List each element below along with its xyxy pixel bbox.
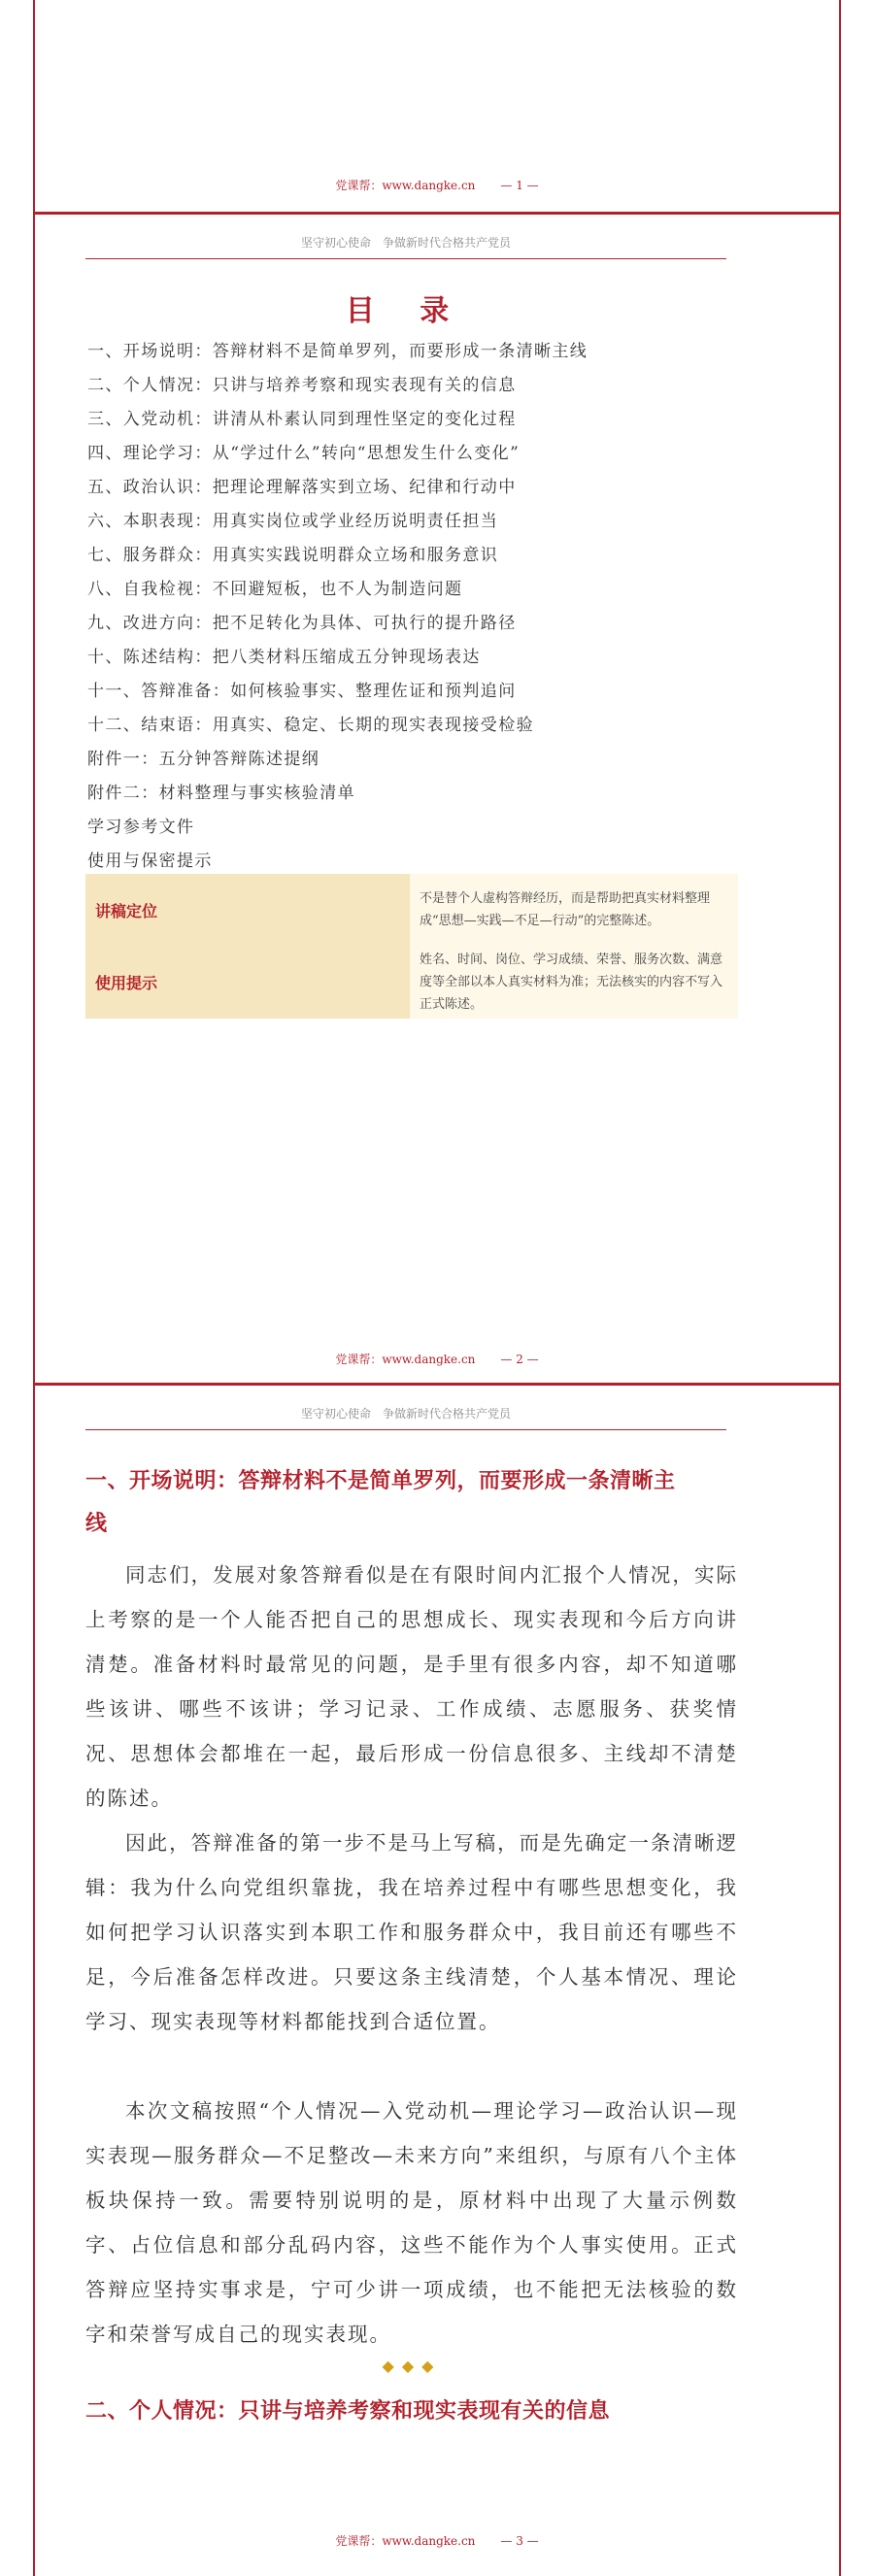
page-footer <box>35 1351 839 1367</box>
toc-item[interactable]: 学习参考文件 <box>87 818 195 837</box>
table-value-cell: 不是替个人虚构答辩经历，而是帮助把真实材料整理成“思想—实践—不足—行动”的完整陈述。 <box>410 874 738 946</box>
footer-page-number: — 3 — <box>500 2534 539 2548</box>
toc-item[interactable]: 附件二：材料整理与事实核验清单 <box>87 784 355 803</box>
toc-item[interactable]: 附件一：五分钟答辩陈述提纲 <box>87 750 320 769</box>
toc-item[interactable]: 七、服务群众：用真实实践说明群众立场和服务意识 <box>87 546 499 565</box>
page-footer <box>35 177 839 193</box>
page-footer <box>35 2532 839 2549</box>
body-paragraph: 同志们，发展对象答辩看似是在有限时间内汇报个人情况，实际上考察的是一个人能否把自己的思想成长、现实表现和今后方向讲清楚。准备材料时最常见的问题，是手里有很多内容，却不知道哪些该讲、哪些不该讲；学习记录、工作成绩、志愿服务、获奖情况、思想体会都堆在一起，最后形成一份信息很多、主线却不清楚的陈述。 <box>85 1563 738 1810</box>
body-paragraph: 本次文稿按照“个人情况—入党动机—理论学习—政治认识—现实表现—服务群众—不足整改—未来方向”来组织，与原有八个主体板块保持一致。需要特别说明的是，原材料中出现了大量示例数字、占位信息和部分乱码内容，这些不能作为个人事实使用。正式答辩应坚持实事求是，宁可少讲一项成绩，也不能把无法核验的数字和荣誉写成自己的现实表现。 <box>85 2099 738 2346</box>
page-2 <box>33 215 841 1393</box>
section-heading-line: 线 <box>85 1511 108 1536</box>
toc-item[interactable]: 使用与保密提示 <box>87 852 213 871</box>
page-1 <box>33 0 841 212</box>
page-header: 坚守初心使命 争做新时代合格共产党员 <box>85 234 726 259</box>
footer-site: 党课帮：www.dangke.cn <box>335 179 476 192</box>
toc-item[interactable]: 一、开场说明：答辩材料不是简单罗列，而要形成一条清晰主线 <box>87 342 588 361</box>
toc-item[interactable]: 二、个人情况：只讲与培养考察和现实表现有关的信息 <box>87 376 517 395</box>
toc-item[interactable]: 四、理论学习：从“学过什么”转向“思想发生什么变化” <box>87 444 521 463</box>
footer-page-number: — 1 — <box>500 179 539 192</box>
info-table <box>85 874 738 1019</box>
table-key-cell: 讲稿定位 <box>85 874 410 946</box>
section-divider: ◆◆◆ <box>382 2357 442 2375</box>
footer-page-number: — 2 — <box>500 1353 539 1366</box>
table-row <box>85 874 738 946</box>
body-paragraph: 因此，答辩准备的第一步不是马上写稿，而是先确定一条清晰逻辑：我为什么向党组织靠拢，我在培养过程中有哪些思想变化，我如何把学习认识落实到本职工作和服务群众中，我目前还有哪些不足，今后准备怎样改进。只要这条主线清楚，个人基本情况、理论学习、现实表现等材料都能找到合适位置。 <box>85 1831 738 2033</box>
toc-item[interactable]: 五、政治认识：把理论理解落实到立场、纪律和行动中 <box>87 478 517 497</box>
toc-list <box>87 335 728 879</box>
toc-item[interactable]: 三、入党动机：讲清从朴素认同到理性坚定的变化过程 <box>87 410 517 429</box>
toc-item[interactable]: 六、本职表现：用真实岗位或学业经历说明责任担当 <box>87 512 499 531</box>
table-value-cell: 姓名、时间、岗位、学习成绩、荣誉、服务次数、满意度等全部以本人真实材料为准；无法核实的内容不写入正式陈述。 <box>410 946 738 1019</box>
page-3 <box>33 1386 841 2576</box>
section-heading <box>85 1459 738 1545</box>
toc-item[interactable]: 九、改进方向：把不足转化为具体、可执行的提升路径 <box>87 614 517 633</box>
toc-item[interactable]: 十二、结束语：用真实、稳定、长期的现实表现接受检验 <box>87 716 534 735</box>
toc-title: 目 录 <box>345 294 467 328</box>
toc-item[interactable]: 八、自我检视：不回避短板，也不人为制造问题 <box>87 580 463 599</box>
footer-site: 党课帮：www.dangke.cn <box>335 1353 476 1366</box>
section-heading-line: 一、开场说明：答辩材料不是简单罗列，而要形成一条清晰主 <box>85 1468 676 1493</box>
toc-item[interactable]: 十一、答辩准备：如何核验事实、整理佐证和预判追问 <box>87 682 517 701</box>
table-row <box>85 946 738 1019</box>
table-key-cell: 使用提示 <box>85 946 410 1019</box>
section-heading: 二、个人情况：只讲与培养考察和现实表现有关的信息 <box>85 2398 611 2424</box>
footer-site: 党课帮：www.dangke.cn <box>335 2534 476 2548</box>
toc-item[interactable]: 十、陈述结构：把八类材料压缩成五分钟现场表达 <box>87 648 481 667</box>
page-header: 坚守初心使命 争做新时代合格共产党员 <box>85 1405 726 1430</box>
